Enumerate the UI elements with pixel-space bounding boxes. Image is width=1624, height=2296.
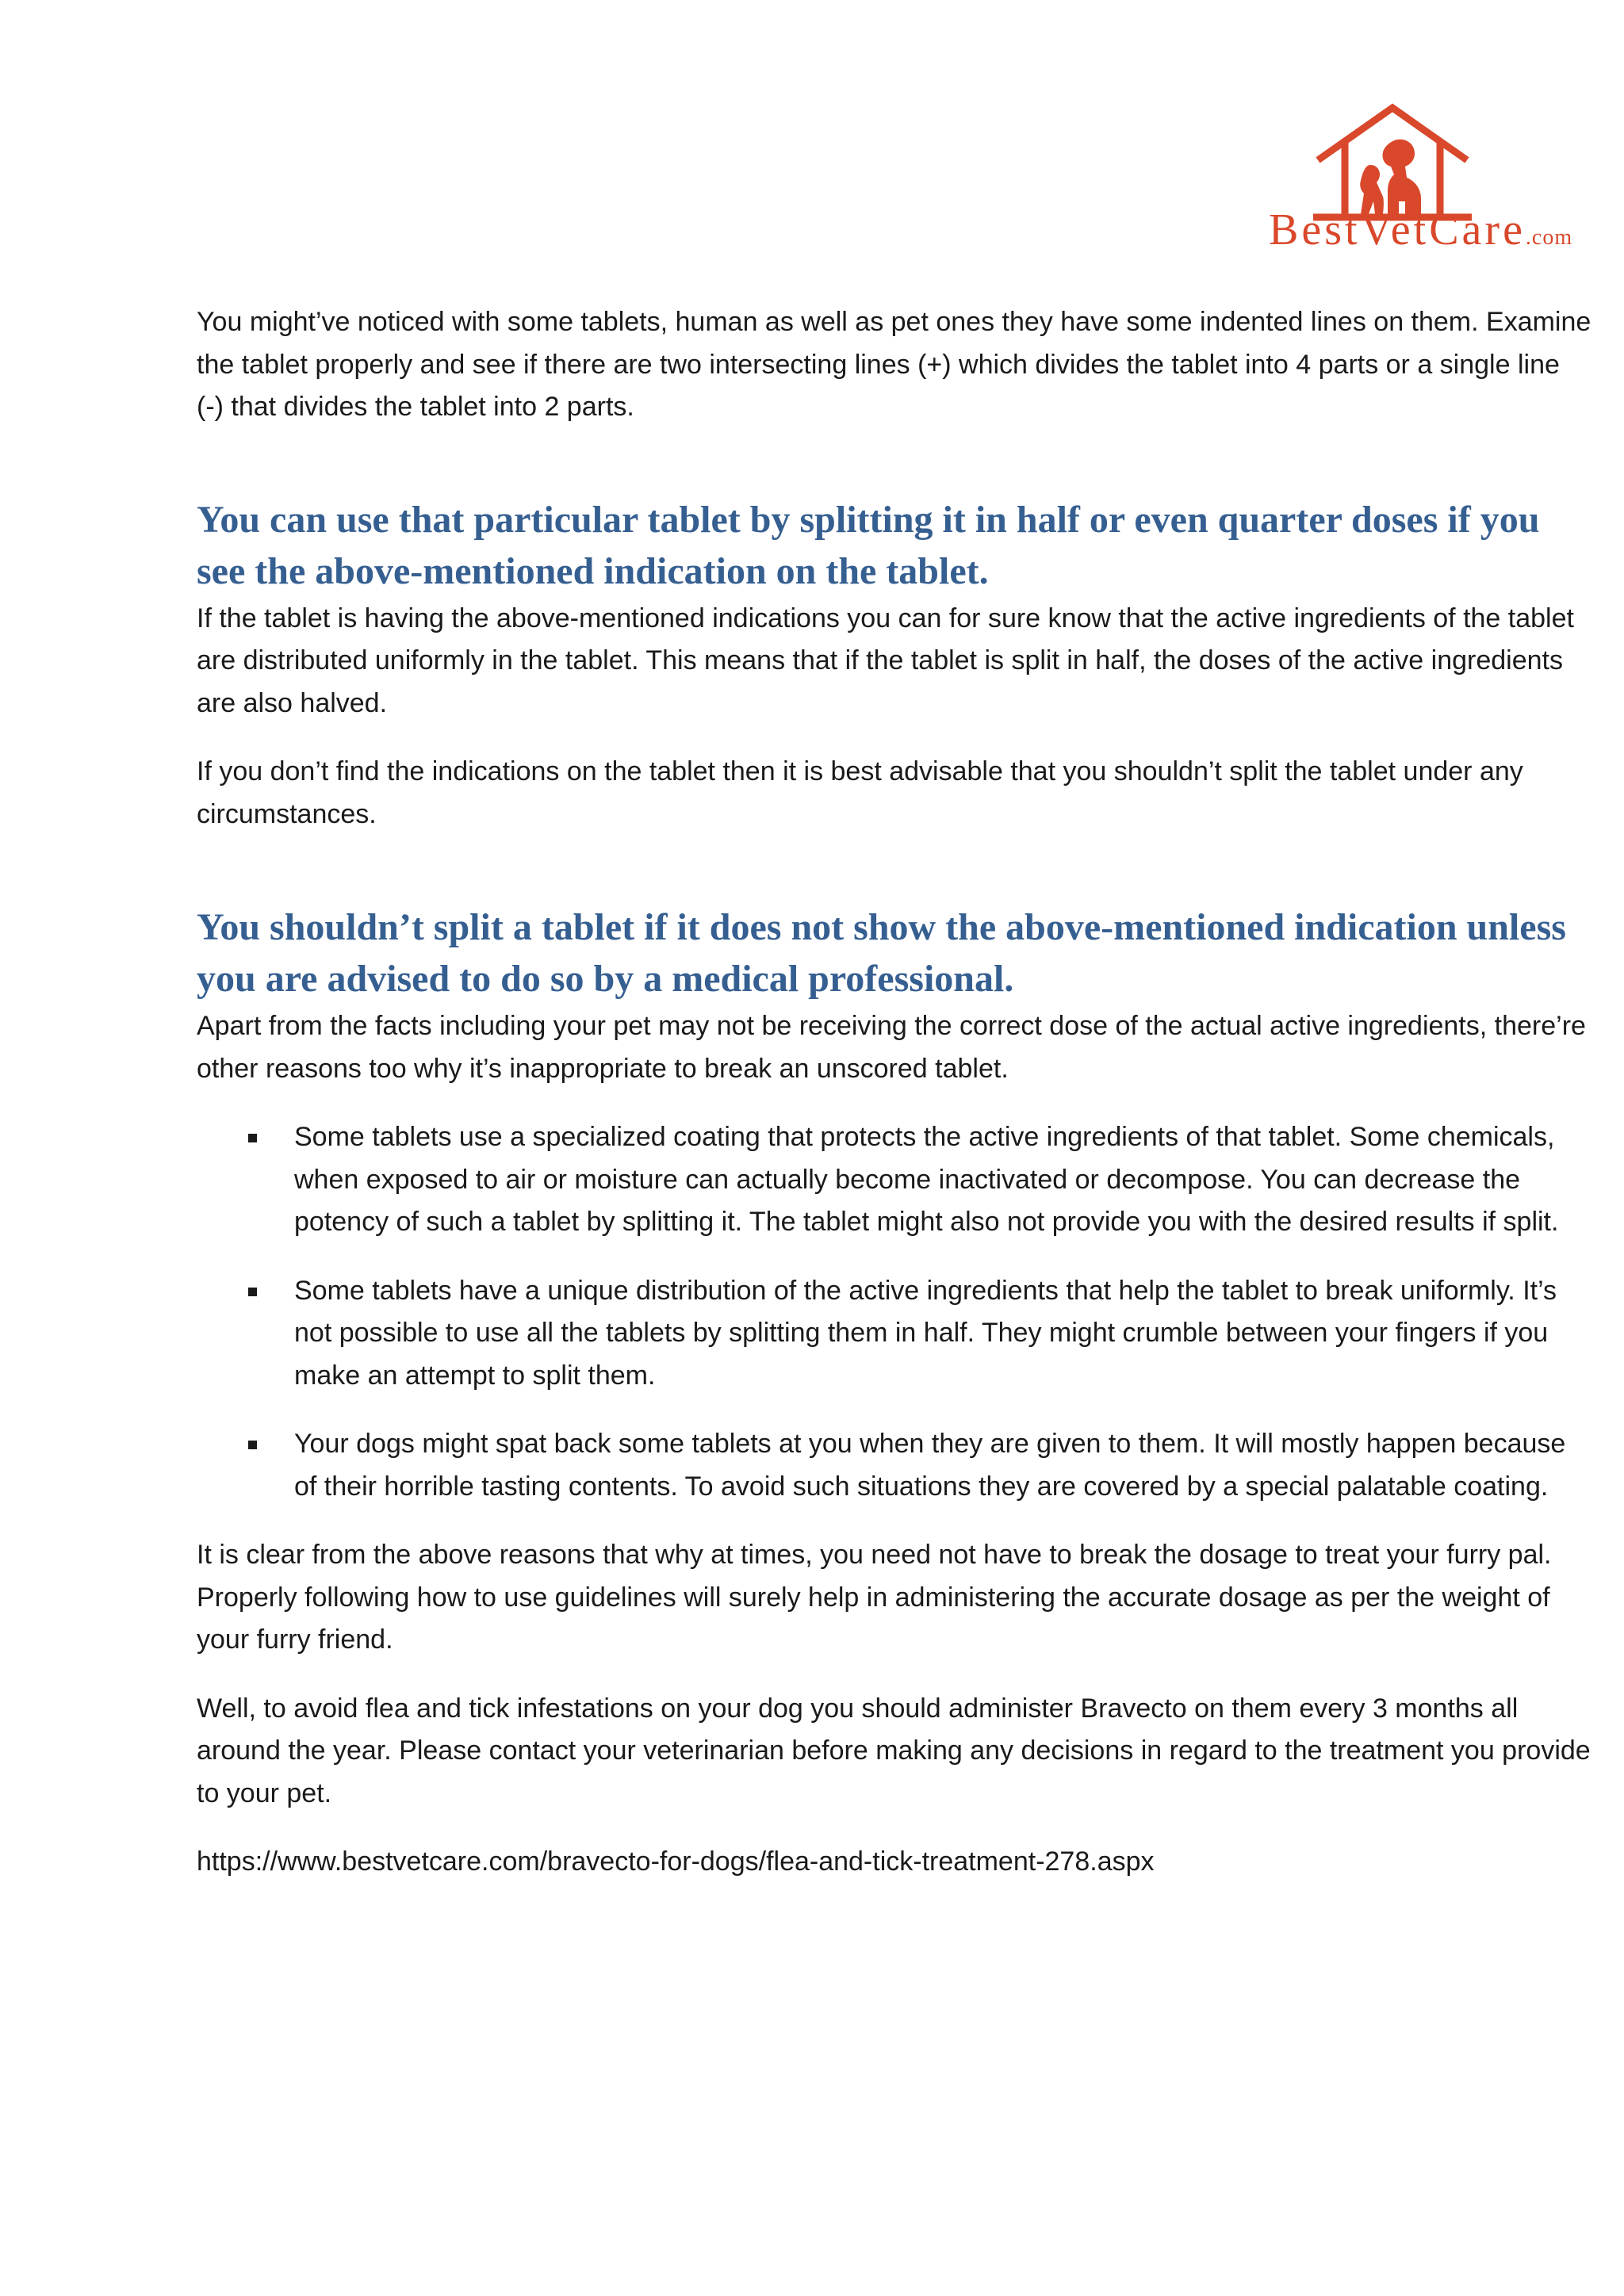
source-url-link[interactable]: https://www.bestvetcare.com/bravecto-for-dogs/flea-and-tick-treatment-278.aspx (197, 1846, 1155, 1877)
reasons-list (197, 1116, 1592, 1508)
section-heading-split-ok: You can use that particular tablet by splitting it in half or even quarter doses if you see the above-mentioned indication on the tablet. (197, 498, 1540, 592)
list-item (197, 1270, 1592, 1398)
logo-wordmark (1269, 205, 1573, 254)
site-logo[interactable] (1258, 103, 1591, 262)
list-item-text: Some tablets use a specialized coating that protects the active ingredients of that tablet. Some chemicals, when exposed to air or moisture can actually become inactivated or decompose. You can decrease the potency of such a tablet by splitting it. The tablet might also not provide you with the desired results if split. (294, 1122, 1559, 1237)
paragraph-uniform-distribution: If the tablet is having the above-mentioned indications you can for sure know that the active ingredients of the tablet are distributed uniformly in the tablet. This means that if the tablet is split in half, the doses of the active ingredients are also halved. (197, 603, 1574, 718)
paragraph-other-reasons: Apart from the facts including your pet may not be receiving the correct dose of the actual active ingredients, there’re other reasons too why it’s inappropriate to break an unscored tablet. (197, 1011, 1586, 1084)
section-heading-dont-split: You shouldn’t split a tablet if it does not show the above-mentioned indication unless you are advised to do so by a medical professional. (197, 906, 1566, 1000)
paragraph-conclusion: It is clear from the above reasons that why at times, you need not have to break the dosage to treat your furry pal. Properly following how to use guidelines will surely help in administering the accurate dosage as per the weight of your furry friend. (197, 1540, 1552, 1655)
logo-tld: .com (1525, 225, 1573, 250)
list-item (197, 1116, 1592, 1244)
intro-paragraph: You might’ve noticed with some tablets, human as well as pet ones they have some indented lines on them. Examine the tablet properly and see if there are two intersecting lines (+) which divides the tablet into 4 parts or a single line (-) that divides the tablet into 2 parts. (197, 307, 1591, 422)
square-bullet-icon (248, 1441, 257, 1449)
list-item (197, 1423, 1592, 1508)
paragraph-no-indications: If you don’t find the indications on the tablet then it is best advisable that you shouldn’t split the tablet under any circumstances. (197, 756, 1523, 829)
square-bullet-icon (248, 1288, 257, 1296)
paragraph-bravecto: Well, to avoid flea and tick infestations on your dog you should administer Bravecto on them every 3 months all around the year. Please contact your veterinarian before making any decisions in regard to the treatment you provide to your pet. (197, 1693, 1591, 1808)
list-item-text: Some tablets have a unique distribution of the active ingredients that help the tablet to break uniformly. It’s not possible to use all the tablets by splitting them in half. They might crumble between your fingers if you make an attempt to split them. (294, 1275, 1557, 1391)
list-item-text: Your dogs might spat back some tablets at you when they are given to them. It will mostly happen because of their horrible tasting contents. To avoid such situations they are covered by a special palatable coating. (294, 1429, 1566, 1502)
logo-name: BestVetCare (1269, 205, 1526, 254)
square-bullet-icon (248, 1134, 257, 1142)
article-body (197, 301, 1592, 1884)
